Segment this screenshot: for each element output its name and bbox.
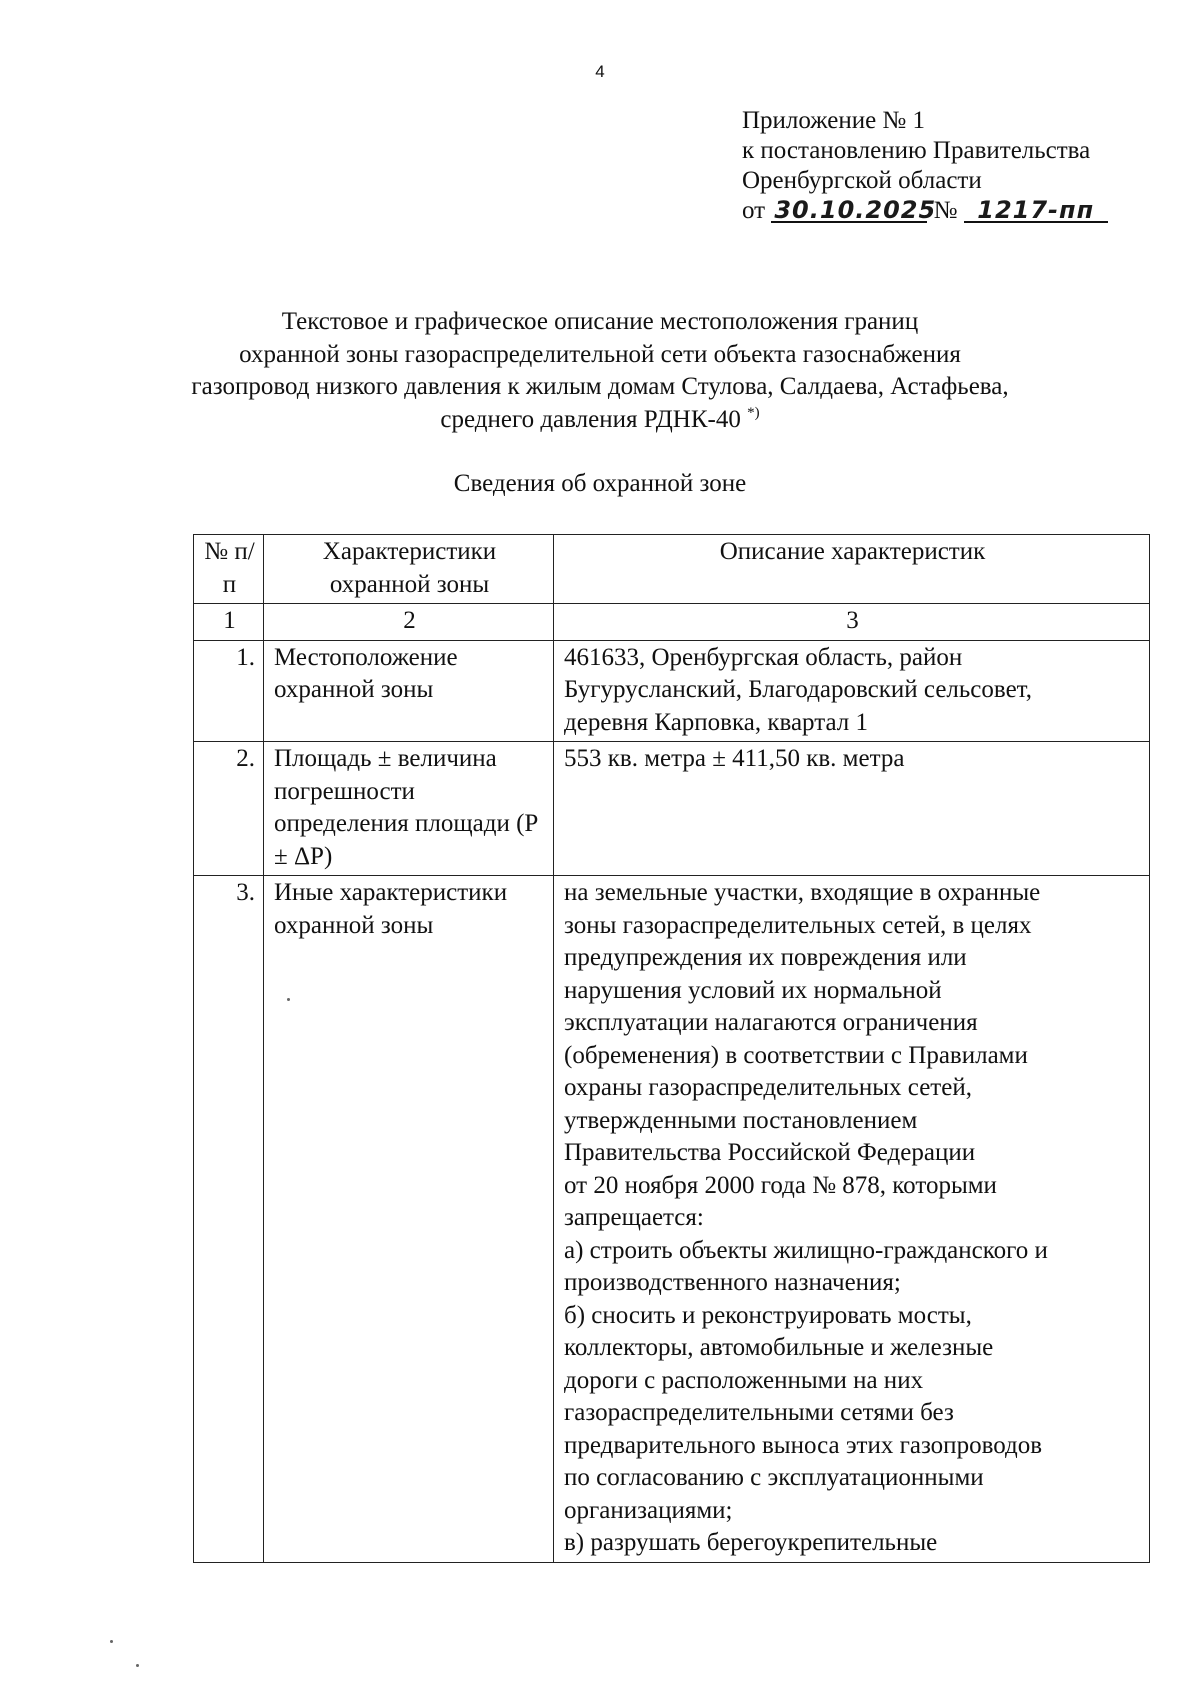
description-line: эксплуатации налагаются ограничения [564, 1009, 978, 1036]
description-line: предварительного выноса этих газопроводов [564, 1431, 1043, 1459]
description-line: нарушения условий их нормальной [564, 976, 942, 1004]
table-row [194, 742, 1150, 876]
scan-artifact-dot [110, 1640, 113, 1643]
description-line: предупреждения их повреждения или [564, 944, 967, 971]
description-line: а) строить объекты жилищно-гражданского и [564, 1236, 1048, 1264]
row-characteristic: Иные характеристики охранной зоны [264, 876, 554, 1563]
description-line: дороги с расположенными на них [564, 1366, 924, 1394]
appendix-region: Оренбургской области [742, 167, 982, 194]
description-line: охраны газораспределительных сетей, [564, 1074, 972, 1101]
row-description [554, 640, 1150, 742]
title-line: Текстовое и графическое описание местоположения границ [281, 308, 919, 335]
title-line: газопровод низкого давления к жилым домам Стулова, Салдаева, Астафьева, [191, 373, 1009, 400]
description-line: 461633, Оренбургская область, район [564, 643, 963, 671]
section-heading: Сведения об охранной зоне [453, 470, 747, 497]
row-characteristic: Площадь ± величина погрешности определения площади (P ± ΔP) [264, 742, 554, 876]
header-description: Описание характеристик [554, 535, 1150, 604]
index-cell: 1 [194, 604, 264, 641]
appendix-date-number [742, 196, 1108, 226]
page-number: 4 [595, 62, 605, 81]
row-number: 1. [194, 640, 264, 742]
description-line: организациями; [564, 1496, 733, 1524]
footnote-mark: *) [747, 404, 760, 421]
row-description [554, 742, 1150, 876]
description-line: коллекторы, автомобильные и железные [564, 1334, 994, 1361]
number-prefix: № [933, 197, 958, 224]
date-prefix: от [742, 197, 766, 224]
index-cell: 2 [264, 604, 554, 641]
description-line: (обременения) в соответствии с Правилами [564, 1041, 1028, 1069]
document-title [0, 306, 1200, 436]
handwritten-date: 30.10.2025 [771, 199, 927, 223]
description-line: Правительства Российской Федерации [564, 1139, 976, 1166]
scan-artifact-dot [287, 998, 290, 1001]
appendix-resolution: к постановлению Правительства [742, 137, 1091, 164]
table-row [194, 640, 1150, 742]
description-line: запрещается: [564, 1204, 704, 1231]
title-line: охранной зоны газораспределительной сети объекта газоснабжения [239, 340, 961, 368]
description-line: Бугурусланский, Благодаровский сельсовет, [564, 676, 1032, 703]
header-number: № п/п [194, 535, 264, 604]
description-line: 553 кв. метра ± 411,50 кв. метра [564, 745, 905, 772]
title-line [0, 404, 1200, 437]
handwritten-number: 1217-пп [964, 199, 1108, 223]
index-cell: 3 [554, 604, 1150, 641]
description-line: от 20 ноября 2000 года № 878, которыми [564, 1171, 997, 1199]
row-number: 3. [194, 876, 264, 1563]
row-characteristic: Местоположение охранной зоны [264, 640, 554, 742]
row-number: 2. [194, 742, 264, 876]
description-line: б) сносить и реконструировать мосты, [564, 1301, 972, 1329]
table-header-row [194, 535, 1150, 604]
protection-zone-table [193, 534, 1150, 1563]
description-line: утвержденными постановлением [564, 1106, 918, 1134]
description-line: газораспределительными сетями без [564, 1399, 954, 1426]
description-line: деревня Карповка, квартал 1 [564, 708, 868, 736]
table-index-row [194, 604, 1150, 641]
description-line: производственного назначения; [564, 1269, 901, 1296]
description-line: зоны газораспределительных сетей, в целях [564, 911, 1032, 939]
description-line: на земельные участки, входящие в охранные [564, 879, 1041, 906]
title-line-text: среднего давления РДНК-40 [440, 405, 741, 433]
row-description [554, 876, 1150, 1563]
description-line: в) разрушать берегоукрепительные [564, 1529, 938, 1556]
appendix-title: Приложение № 1 [742, 107, 926, 134]
appendix-block [742, 106, 1108, 226]
description-line: по согласованию с эксплуатационными [564, 1464, 984, 1491]
header-characteristics: Характеристики охранной зоны [264, 535, 554, 604]
scan-artifact-dot [136, 1664, 139, 1667]
table-row [194, 876, 1150, 1563]
